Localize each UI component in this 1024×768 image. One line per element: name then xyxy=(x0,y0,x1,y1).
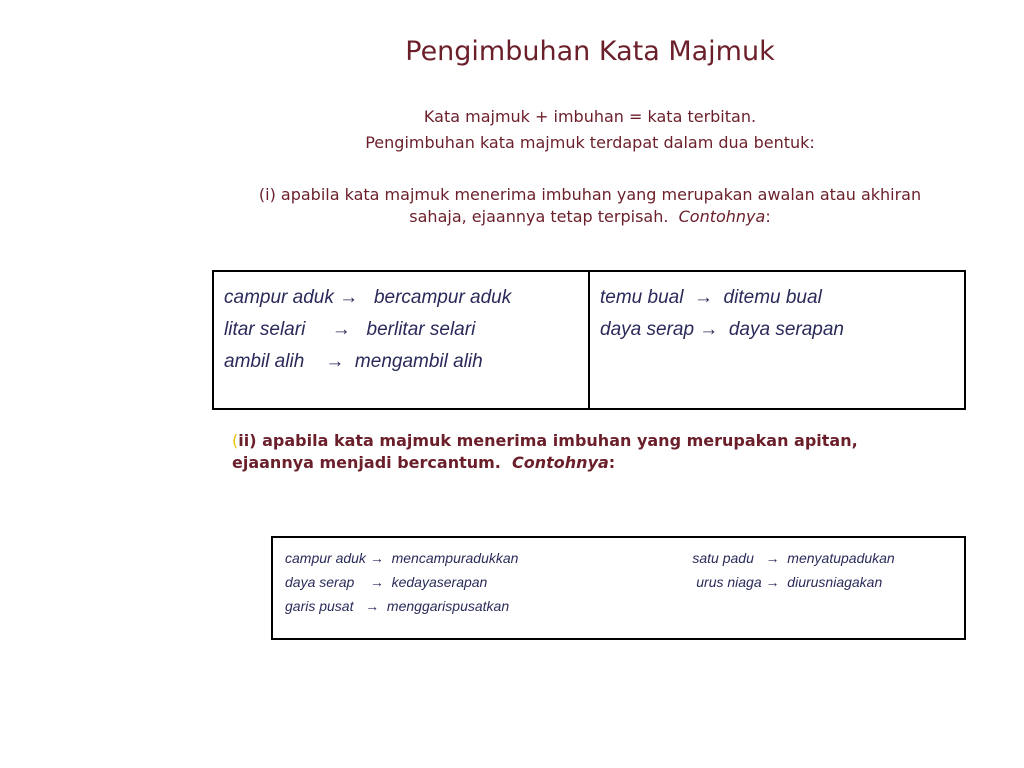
example-table-one-col-2 xyxy=(589,271,965,409)
point-two-example-label: Contohnya xyxy=(512,453,609,472)
intro-text xyxy=(300,104,880,156)
point-two xyxy=(232,430,932,474)
example-item: daya serap → daya serapan xyxy=(600,319,844,340)
example-item: campur aduk → bercampur aduk xyxy=(224,287,512,308)
example-item: campur aduk → mencampuradukkan xyxy=(285,550,519,566)
example-item: litar selari → berlitar selari xyxy=(224,319,476,340)
intro-line-1: Kata majmuk + imbuhan = kata terbitan. xyxy=(423,107,757,126)
point-two-colon: : xyxy=(608,453,616,472)
example-table-one-col-1 xyxy=(213,271,589,409)
point-one-example-label: Contohnya xyxy=(678,207,766,226)
example-table-two-col-2 xyxy=(632,537,965,639)
point-one-text: (i) apabila kata majmuk menerima imbuhan yang merupakan awalan atau akhiran sahaja, ejaannya tetap terpisah. xyxy=(258,185,922,226)
point-one-colon: : xyxy=(765,207,771,226)
point-two-text: ii) apabila kata majmuk menerima imbuhan yang merupakan apitan, ejaannya menjadi bercantum. xyxy=(232,431,858,472)
example-item: ambil alih → mengambil alih xyxy=(224,351,483,372)
example-table-two-col-1 xyxy=(272,537,632,639)
point-two-bracket: ( xyxy=(232,431,239,450)
example-table-two xyxy=(271,536,966,640)
point-one xyxy=(240,184,940,228)
example-item: temu bual → ditemu bual xyxy=(600,287,822,308)
example-item: daya serap → kedayaserapan xyxy=(285,574,488,590)
example-item: urus niaga → diurusniagakan xyxy=(692,574,883,590)
example-item: garis pusat → menggarispusatkan xyxy=(285,598,510,614)
slide-title: Pengimbuhan Kata Majmuk xyxy=(405,36,775,67)
example-item: satu padu → menyatupadukan xyxy=(692,550,895,566)
intro-line-2: Pengimbuhan kata majmuk terdapat dalam dua bentuk: xyxy=(365,133,815,152)
example-table-one xyxy=(212,270,966,410)
